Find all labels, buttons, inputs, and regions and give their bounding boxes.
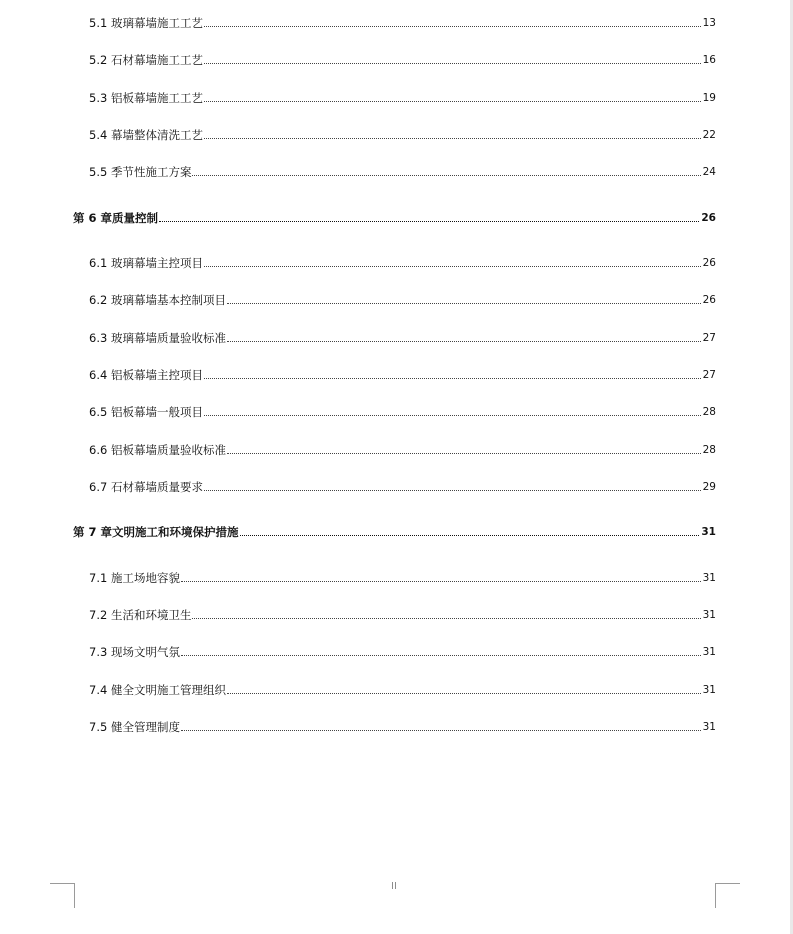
- toc-dot-leader: [192, 618, 700, 619]
- toc-entry-5-5[interactable]: [89, 161, 716, 179]
- toc-dot-leader: [240, 535, 700, 536]
- toc-entry-page: 27: [702, 369, 716, 381]
- toc-entry-5-4[interactable]: [89, 124, 716, 142]
- toc-entry-chapter-7[interactable]: [73, 521, 716, 539]
- toc-entry-6-3[interactable]: [89, 327, 716, 345]
- toc-entry-page: 31: [702, 609, 716, 621]
- toc-chapter-title: 第 6 章质量控制: [73, 211, 159, 225]
- toc-entry-5-1[interactable]: [89, 12, 716, 30]
- toc-entry-title: 7.4 健全文明施工管理组织: [89, 683, 226, 697]
- toc-entry-title: 5.4 幕墙整体清洗工艺: [89, 128, 203, 142]
- toc-entry-title: 5.3 铝板幕墙施工工艺: [89, 91, 203, 105]
- toc-entry-page: 31: [701, 526, 716, 538]
- toc-entry-page: 31: [702, 646, 716, 658]
- toc-entry-page: 27: [702, 332, 716, 344]
- toc-dot-leader: [159, 221, 699, 222]
- toc-entry-title: 5.2 石材幕墙施工工艺: [89, 53, 203, 67]
- toc-dot-leader: [204, 138, 701, 139]
- toc-dot-leader: [204, 63, 701, 64]
- toc-entry-6-6[interactable]: [89, 439, 716, 457]
- toc-dot-leader: [227, 303, 701, 304]
- toc-dot-leader: [181, 730, 701, 731]
- toc-entry-page: 31: [702, 572, 716, 584]
- toc-dot-leader: [227, 693, 701, 694]
- toc-dot-leader: [204, 266, 701, 267]
- toc-entry-7-5[interactable]: [89, 716, 716, 734]
- toc-entry-page: 22: [702, 129, 716, 141]
- toc-entry-title: 7.5 健全管理制度: [89, 720, 180, 734]
- toc-entry-title: 6.6 铝板幕墙质量验收标准: [89, 443, 226, 457]
- toc-entry-page: 13: [702, 17, 716, 29]
- footer-page-number: II: [391, 881, 397, 892]
- toc-entry-7-4[interactable]: [89, 679, 716, 697]
- toc-entry-title: 5.5 季节性施工方案: [89, 165, 192, 179]
- toc-entry-chapter-6[interactable]: [73, 207, 716, 225]
- toc-entry-title: 6.4 铝板幕墙主控项目: [89, 368, 203, 382]
- toc-entry-title: 5.1 玻璃幕墙施工工艺: [89, 16, 203, 30]
- toc-entry-page: 19: [702, 92, 716, 104]
- toc-entry-7-2[interactable]: [89, 604, 716, 622]
- toc-entry-page: 26: [702, 294, 716, 306]
- toc-entry-page: 29: [702, 481, 716, 493]
- toc-entry-page: 31: [702, 721, 716, 733]
- toc-entry-5-3[interactable]: [89, 87, 716, 105]
- toc-entry-title: 7.3 现场文明气氛: [89, 645, 180, 659]
- toc-dot-leader: [192, 175, 700, 176]
- toc-dot-leader: [204, 26, 701, 27]
- margin-corner-mark-right: [715, 883, 740, 908]
- toc-entry-title: 7.1 施工场地容貌: [89, 571, 180, 585]
- toc-entry-page: 26: [701, 212, 716, 224]
- toc-dot-leader: [227, 453, 701, 454]
- toc-entry-title: 6.2 玻璃幕墙基本控制项目: [89, 293, 226, 307]
- toc-dot-leader: [181, 655, 701, 656]
- toc-entry-page: 26: [702, 257, 716, 269]
- toc-entry-6-4[interactable]: [89, 364, 716, 382]
- toc-entry-title: 6.3 玻璃幕墙质量验收标准: [89, 331, 226, 345]
- toc-dot-leader: [204, 378, 701, 379]
- toc-entry-page: 28: [702, 406, 716, 418]
- toc-entry-page: 28: [702, 444, 716, 456]
- toc-entry-title: 7.2 生活和环境卫生: [89, 608, 192, 622]
- margin-corner-mark-left: [50, 883, 75, 908]
- toc-entry-page: 31: [702, 684, 716, 696]
- toc-entry-6-5[interactable]: [89, 401, 716, 419]
- toc-entry-6-2[interactable]: [89, 289, 716, 307]
- toc-entry-title: 6.5 铝板幕墙一般项目: [89, 405, 203, 419]
- toc-dot-leader: [204, 415, 701, 416]
- toc-entry-6-1[interactable]: [89, 252, 716, 270]
- toc-entry-7-3[interactable]: [89, 641, 716, 659]
- toc-entry-title: 6.7 石材幕墙质量要求: [89, 480, 203, 494]
- toc-entry-title: 6.1 玻璃幕墙主控项目: [89, 256, 203, 270]
- toc-chapter-title: 第 7 章文明施工和环境保护措施: [73, 525, 239, 539]
- toc-dot-leader: [204, 101, 701, 102]
- toc-entry-7-1[interactable]: [89, 567, 716, 585]
- toc-entry-5-2[interactable]: [89, 49, 716, 67]
- toc-entry-page: 24: [702, 166, 716, 178]
- toc-entry-6-7[interactable]: [89, 476, 716, 494]
- toc-entry-page: 16: [702, 54, 716, 66]
- toc-dot-leader: [181, 581, 701, 582]
- toc-dot-leader: [227, 341, 701, 342]
- toc-dot-leader: [204, 490, 701, 491]
